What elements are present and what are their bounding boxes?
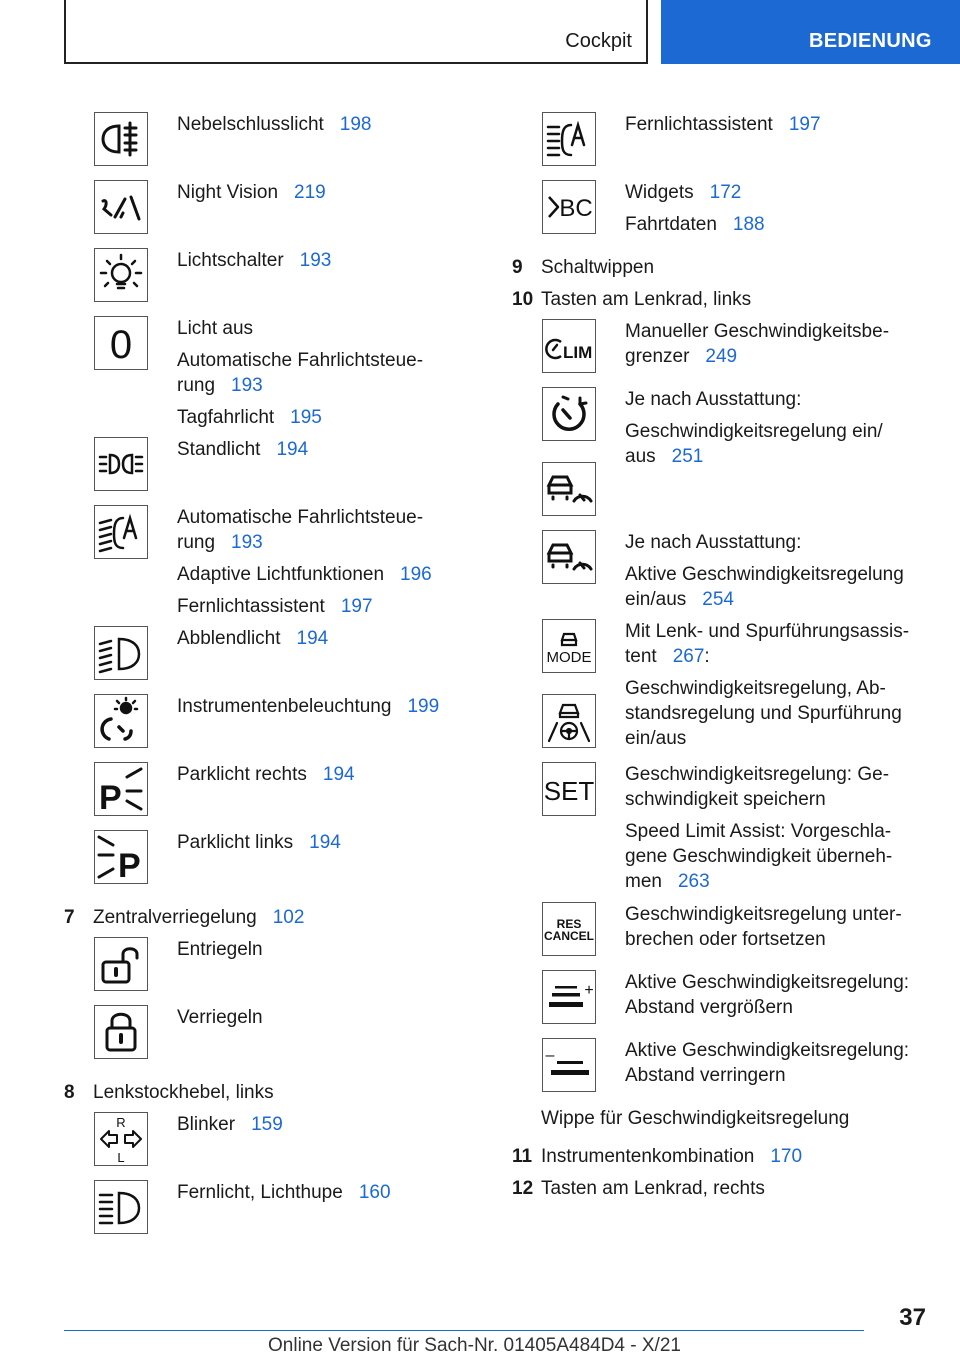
page-ref-link[interactable]: 219 — [294, 182, 326, 203]
page-ref-link[interactable]: 199 — [407, 696, 440, 717]
list-item: schwindigkeit speichern — [625, 789, 826, 810]
resume-cancel-icon — [542, 902, 596, 956]
page-ref-link[interactable]: 249 — [705, 346, 738, 367]
page-ref-link[interactable]: 170 — [770, 1146, 803, 1167]
list-item: men 263 — [625, 871, 710, 892]
list-item: Mit Lenk- und Spurführungsassis- — [625, 621, 910, 642]
item-number: 11 — [512, 1146, 533, 1167]
list-item: rung 193 — [177, 375, 263, 396]
low-beam-icon — [94, 626, 148, 680]
item-number: 7 — [64, 907, 75, 928]
list-item: tent 267: — [625, 646, 710, 667]
page-ref-link[interactable]: 198 — [339, 114, 372, 135]
list-item: Tagfahrlicht 195 — [177, 407, 322, 428]
svg-text:–: – — [545, 1047, 555, 1064]
steering-assist-icon — [542, 694, 596, 748]
header-chapter-tab[interactable] — [661, 0, 960, 64]
footer-text: Online Version für Sach-Nr. 01405A484D4 - X/21 — [268, 1335, 681, 1356]
page-ref-link[interactable]: 172 — [709, 182, 742, 203]
parking-lights-icon — [94, 437, 148, 491]
speed-limiter-icon — [542, 319, 596, 373]
active-cruise-control-icon — [542, 462, 596, 516]
distance-decrease-icon — [542, 1038, 596, 1092]
list-item: Wippe für Geschwindigkeitsregelung — [541, 1108, 850, 1129]
list-item: Manueller Geschwindigkeitsbe- — [625, 321, 890, 342]
list-item: Geschwindigkeitsregelung: Ge- — [625, 764, 890, 785]
list-item: Abstand verringern — [625, 1065, 786, 1086]
list-item: Instrumentenkombination 170 — [541, 1146, 803, 1167]
page-ref-link[interactable]: 188 — [732, 214, 765, 235]
rear-fog-light-icon — [94, 112, 148, 166]
list-item: Abblendlicht 194 — [177, 628, 329, 649]
list-item: Automatische Fahrlichtsteue- — [177, 350, 424, 371]
svg-text:LIM: LIM — [563, 343, 593, 362]
page-ref-link[interactable]: 263 — [677, 871, 710, 892]
page-ref-link[interactable]: 267 — [672, 646, 705, 667]
list-item: Tasten am Lenkrad, rechts — [541, 1178, 765, 1199]
page-ref-link[interactable]: 197 — [340, 596, 373, 617]
page-ref-link[interactable]: 160 — [358, 1182, 391, 1203]
header-section-title: Cockpit — [565, 30, 632, 52]
list-item: gene Geschwindigkeit überneh- — [625, 846, 893, 867]
list-item: Je nach Ausstattung: — [625, 389, 802, 410]
page-ref-link[interactable]: 194 — [296, 628, 329, 649]
cruise-control-icon — [542, 387, 596, 441]
svg-text:0: 0 — [109, 323, 133, 367]
list-item: Geschwindigkeitsregelung, Ab- — [625, 678, 886, 699]
header-section-box — [64, 0, 648, 64]
svg-text:L: L — [117, 1150, 125, 1165]
item-number: 8 — [64, 1082, 75, 1103]
item-number: 9 — [512, 257, 523, 278]
list-item: Lenkstockhebel, links — [93, 1082, 274, 1103]
page-ref-link[interactable]: 194 — [309, 832, 341, 853]
list-item: standsregelung und Spurführung — [625, 703, 902, 724]
instrument-lighting-icon — [94, 694, 148, 748]
svg-text:+: + — [584, 982, 594, 999]
list-item: Schaltwippen — [541, 257, 655, 278]
list-item: Zentralverriegelung 102 — [93, 907, 305, 928]
light-switch-icon — [94, 248, 148, 302]
svg-text:R: R — [116, 1115, 126, 1130]
list-item: Standlicht 194 — [177, 439, 309, 460]
list-item: Parklicht links 194 — [177, 832, 341, 853]
page-ref-link[interactable]: 159 — [251, 1114, 283, 1135]
parking-light-left-icon — [94, 830, 148, 884]
auto-headlight-icon — [94, 505, 148, 559]
list-item: Blinker 159 — [177, 1114, 283, 1135]
page-ref-link[interactable]: 193 — [231, 375, 263, 396]
list-item: Lichtschalter 193 — [177, 250, 332, 271]
page-ref-link[interactable]: 196 — [400, 564, 432, 585]
list-item: Licht aus — [177, 318, 254, 339]
page-ref-link[interactable]: 195 — [290, 407, 322, 428]
list-item: Speed Limit Assist: Vorgeschla- — [625, 821, 892, 842]
list-item: Instrumentenbeleuchtung 199 — [177, 696, 440, 717]
list-item: ein/aus 254 — [625, 589, 734, 610]
distance-increase-icon — [542, 970, 596, 1024]
list-item: Geschwindigkeitsregelung ein/ — [625, 421, 883, 442]
list-item: aus 251 — [625, 446, 704, 467]
mode-button-icon — [542, 619, 596, 673]
page-ref-link[interactable]: 197 — [788, 114, 821, 135]
list-item: Nebelschlusslicht 198 — [177, 114, 372, 135]
light-off-icon — [94, 316, 148, 370]
turn-signal-icon — [94, 1112, 148, 1166]
list-item: Aktive Geschwindigkeitsregelung: — [625, 972, 910, 993]
page-ref-link[interactable]: 251 — [671, 446, 704, 467]
page-ref-link[interactable]: 102 — [272, 907, 305, 928]
unlock-icon — [94, 937, 148, 991]
high-beam-assistant-icon — [542, 112, 596, 166]
list-item: Aktive Geschwindigkeitsregelung — [625, 564, 904, 585]
page-ref-link[interactable]: 194 — [322, 764, 355, 785]
lock-icon — [94, 1005, 148, 1059]
active-cruise-control-icon — [542, 530, 596, 584]
list-item: Geschwindigkeitsregelung unter- — [625, 904, 902, 925]
svg-text:BC: BC — [559, 195, 593, 222]
header-chapter-title: BEDIENUNG — [809, 30, 932, 52]
list-item: Automatische Fahrlichtsteue- — [177, 507, 424, 528]
list-item: brechen oder fortsetzen — [625, 929, 826, 950]
svg-text:RES: RES — [556, 917, 582, 931]
list-item: Adaptive Lichtfunktionen 196 — [177, 564, 432, 585]
high-beam-icon — [94, 1180, 148, 1234]
list-item: Fernlichtassistent 197 — [625, 114, 821, 135]
page-ref-link[interactable]: 254 — [702, 589, 734, 610]
list-item: Abstand vergrößern — [625, 997, 793, 1018]
item-number: 12 — [512, 1178, 534, 1199]
item-number: 10 — [512, 289, 534, 310]
list-item: Fernlichtassistent 197 — [177, 596, 373, 617]
list-item: Entriegeln — [177, 939, 263, 960]
list-item: Fahrtdaten 188 — [625, 214, 765, 235]
list-item: ein/aus — [625, 728, 687, 749]
footer-divider — [64, 1330, 864, 1331]
list-item: Tasten am Lenkrad, links — [541, 289, 752, 310]
list-item: Widgets 172 — [625, 182, 742, 203]
list-item: rung 193 — [177, 532, 263, 553]
list-item: Verriegeln — [177, 1007, 263, 1028]
page-ref-link[interactable]: 193 — [299, 250, 332, 271]
list-item: Aktive Geschwindigkeitsregelung: — [625, 1040, 910, 1061]
list-item: Parklicht rechts 194 — [177, 764, 355, 785]
svg-text:MODE: MODE — [546, 649, 592, 666]
page-ref-link[interactable]: 194 — [276, 439, 309, 460]
page-ref-link[interactable]: 193 — [231, 532, 263, 553]
svg-text:CANCEL: CANCEL — [544, 929, 594, 943]
list-item: grenzer 249 — [625, 346, 738, 367]
parking-light-right-icon — [94, 762, 148, 816]
svg-text:SET: SET — [543, 776, 595, 806]
svg-text:P: P — [118, 847, 141, 883]
night-vision-icon — [94, 180, 148, 234]
list-item: Fernlicht, Lichthupe 160 — [177, 1182, 391, 1203]
page-number: 37 — [899, 1304, 926, 1331]
list-item: Night Vision 219 — [177, 182, 326, 203]
bc-button-icon — [542, 180, 596, 234]
svg-text:P: P — [99, 779, 122, 815]
set-button-icon — [542, 762, 596, 816]
list-item: Je nach Ausstattung: — [625, 532, 802, 553]
